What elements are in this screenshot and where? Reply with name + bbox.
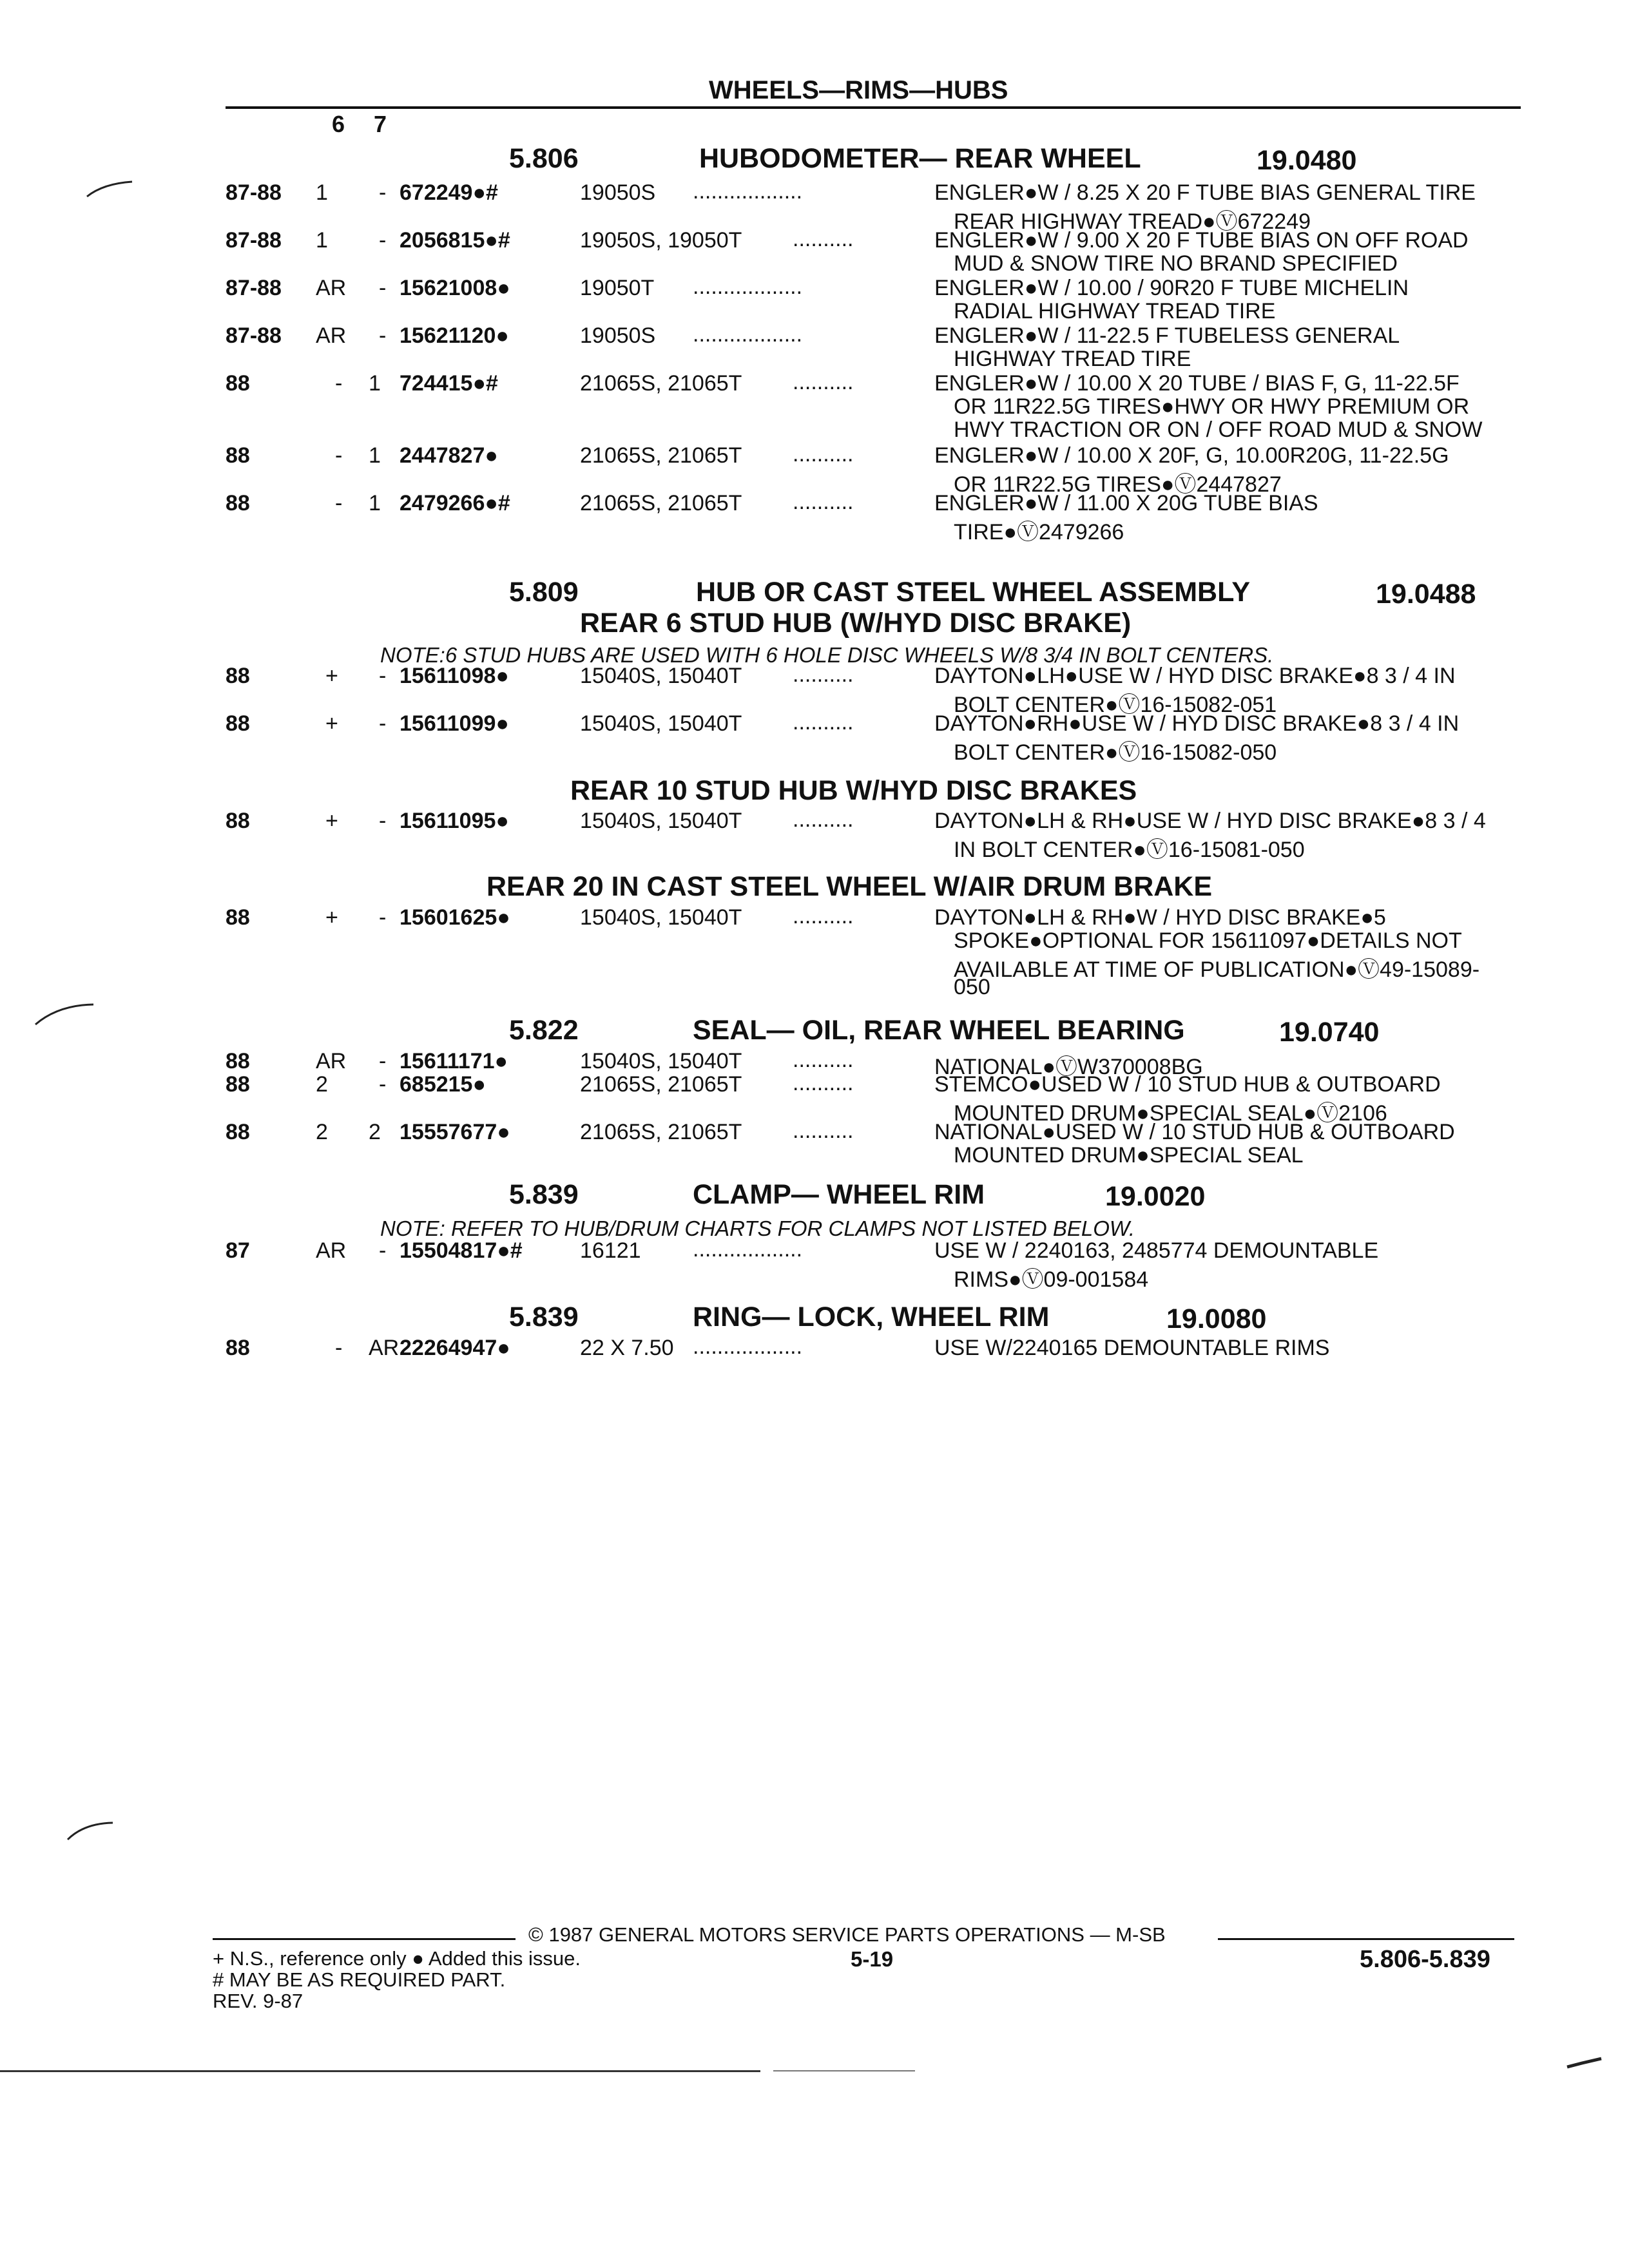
description-line: TIRE●Ⓥ2479266 (954, 520, 1124, 544)
part-number-cell: 15611099● (400, 711, 509, 736)
col-header-7: 7 (374, 111, 387, 137)
year-cell: 88 (226, 905, 250, 930)
description-line: ENGLER●W / 10.00 X 20F, G, 10.00R20G, 11-22.5G (934, 443, 1449, 468)
year-cell: 88 (226, 491, 250, 515)
part-number-cell: 2479266●# (400, 491, 510, 515)
description-line: REAR HIGHWAY TREAD●Ⓥ672249 (954, 209, 1311, 234)
description-line: ENGLER●W / 11-22.5 F TUBELESS GENERAL (934, 323, 1400, 348)
leader-dots: .......... (793, 1048, 854, 1072)
description-line: SPOKE●OPTIONAL FOR 15611097●DETAILS NOT (954, 928, 1462, 953)
model-cell: 21065S, 21065T (580, 443, 742, 468)
qty-col6-cell: 2 (316, 1072, 328, 1097)
part-number-cell: 15611098● (400, 664, 509, 688)
year-cell: 88 (226, 664, 250, 688)
qty-col7-cell: - (379, 664, 387, 688)
subheading: REAR 10 STUD HUB W/HYD DISC BRAKES (570, 775, 1137, 806)
model-cell: 19050S (580, 180, 656, 205)
leader-dots: .......... (793, 710, 854, 735)
model-cell: 19050S, 19050T (580, 228, 742, 253)
description-line: ENGLER●W / 9.00 X 20 F TUBE BIAS ON OFF ROAD (934, 228, 1469, 253)
qty-col7-cell: 1 (369, 371, 381, 396)
qty-col7-cell: 1 (369, 443, 381, 468)
model-cell: 15040S, 15040T (580, 664, 742, 688)
description-line: STEMCO●USED W / 10 STUD HUB & OUTBOARD (934, 1072, 1441, 1097)
qty-col6-cell: - (335, 443, 343, 468)
page-title: WHEELS—RIMS—HUBS (709, 76, 1008, 104)
description-line: MUD & SNOW TIRE NO BRAND SPECIFIED (954, 251, 1398, 276)
part-number-cell: 724415●# (400, 371, 498, 396)
model-cell: 16121 (580, 1238, 641, 1263)
part-number-cell: 2447827● (400, 443, 498, 468)
leader-dots: .................. (693, 179, 803, 204)
part-number-cell: 15601625● (400, 905, 510, 930)
description-line: USE W / 2240163, 2485774 DEMOUNTABLE (934, 1238, 1379, 1263)
year-cell: 88 (226, 1072, 250, 1097)
leader-dots: .......... (793, 370, 854, 394)
qty-col7-cell: - (379, 1049, 387, 1073)
year-cell: 88 (226, 1336, 250, 1360)
qty-col6-cell: - (335, 1336, 343, 1360)
year-cell: 88 (226, 371, 250, 396)
leader-dots: .......... (793, 807, 854, 832)
qty-col6-cell: + (325, 809, 338, 833)
model-cell: 19050T (580, 276, 655, 300)
description-line: RIMS●Ⓥ09-001584 (954, 1267, 1149, 1292)
year-cell: 87 (226, 1238, 250, 1263)
leader-dots: .......... (793, 662, 854, 687)
section-code: 19.0488 (1376, 579, 1476, 610)
description-line: 050 (954, 975, 990, 999)
section-code: 19.0080 (1166, 1303, 1267, 1334)
footer-rule-right (1218, 1938, 1514, 1940)
description-line: DAYTON●RH●USE W / HYD DISC BRAKE●8 3 / 4 IN (934, 711, 1460, 736)
qty-col6-cell: AR (316, 323, 347, 348)
year-cell: 87-88 (226, 180, 282, 205)
year-cell: 88 (226, 711, 250, 736)
punch-hole-mark (32, 1002, 97, 1028)
section-title: HUBODOMETER— REAR WHEEL (699, 143, 1141, 174)
model-cell: 15040S, 15040T (580, 809, 742, 833)
qty-col7-cell: - (379, 905, 387, 930)
qty-col6-cell: AR (316, 276, 347, 300)
section-title: HUB OR CAST STEEL WHEEL ASSEMBLY (696, 577, 1251, 608)
header-rule (226, 106, 1521, 109)
qty-col7-cell: 2 (369, 1120, 381, 1144)
description-line: DAYTON●LH & RH●USE W / HYD DISC BRAKE●8 3 / 4 (934, 809, 1486, 833)
model-cell: 21065S, 21065T (580, 1072, 742, 1097)
model-cell: 22 X 7.50 (580, 1336, 674, 1360)
description-line: USE W/2240165 DEMOUNTABLE RIMS (934, 1336, 1330, 1360)
legend-line-3: REV. 9-87 (213, 1990, 304, 2012)
subheading: REAR 6 STUD HUB (W/HYD DISC BRAKE) (580, 608, 1132, 639)
qty-col6-cell: AR (316, 1238, 347, 1263)
leader-dots: .......... (793, 227, 854, 251)
section-number: 5.839 (509, 1179, 579, 1210)
note: NOTE:6 STUD HUBS ARE USED WITH 6 HOLE DISC WHEELS W/8 3/4 IN BOLT CENTERS. (380, 643, 1274, 667)
qty-col6-cell: 1 (316, 180, 328, 205)
section-title: SEAL— OIL, REAR WHEEL BEARING (693, 1015, 1185, 1046)
col-header-6: 6 (332, 111, 345, 137)
year-cell: 87-88 (226, 276, 282, 300)
section-code: 19.0020 (1105, 1181, 1206, 1212)
description-line: DAYTON●LH & RH●W / HYD DISC BRAKE●5 (934, 905, 1386, 930)
scan-line (773, 2070, 915, 2071)
leader-dots: .......... (793, 490, 854, 514)
description-line: IN BOLT CENTER●Ⓥ16-15081-050 (954, 838, 1305, 862)
part-number-cell: 15621008● (400, 276, 510, 300)
qty-col6-cell: + (325, 664, 338, 688)
leader-dots: .................. (693, 322, 803, 347)
description-line: AVAILABLE AT TIME OF PUBLICATION●Ⓥ49-15089- (954, 957, 1480, 982)
model-cell: 21065S, 21065T (580, 491, 742, 515)
scan-line (0, 2070, 760, 2072)
section-number: 5.839 (509, 1302, 579, 1332)
qty-col7-cell: - (379, 1072, 387, 1097)
leader-dots: .................. (693, 274, 803, 299)
part-number-cell: 15611095● (400, 809, 509, 833)
leader-dots: .......... (793, 904, 854, 928)
description-line: BOLT CENTER●Ⓥ16-15082-051 (954, 693, 1277, 717)
qty-col7-cell: AR (369, 1336, 400, 1360)
year-cell: 88 (226, 443, 250, 468)
qty-col7-cell: - (379, 228, 387, 253)
year-cell: 87-88 (226, 323, 282, 348)
part-number-cell: 15504817●# (400, 1238, 523, 1263)
copyright: © 1987 GENERAL MOTORS SERVICE PARTS OPERATIONS — M-SB (528, 1923, 1166, 1946)
qty-col7-cell: - (379, 323, 387, 348)
leader-dots: .................. (693, 1237, 803, 1262)
part-number-cell: 15611171● (400, 1049, 508, 1073)
year-cell: 88 (226, 1049, 250, 1073)
model-cell: 15040S, 15040T (580, 711, 742, 736)
description-line: RADIAL HIGHWAY TREAD TIRE (954, 299, 1276, 323)
punch-hole-mark (64, 1820, 116, 1843)
part-number-cell: 672249●# (400, 180, 498, 205)
description-line: OR 11R22.5G TIRES●HWY OR HWY PREMIUM OR (954, 394, 1470, 419)
part-number-cell: 685215● (400, 1072, 486, 1097)
description-line: DAYTON●LH●USE W / HYD DISC BRAKE●8 3 / 4 IN (934, 664, 1456, 688)
description-line: BOLT CENTER●Ⓥ16-15082-050 (954, 740, 1277, 765)
part-number-cell: 15557677● (400, 1120, 510, 1144)
qty-col7-cell: - (379, 711, 387, 736)
leader-dots: .......... (793, 1071, 854, 1095)
model-cell: 21065S, 21065T (580, 1120, 742, 1144)
description-line: NATIONAL●USED W / 10 STUD HUB & OUTBOARD (934, 1120, 1455, 1144)
qty-col6-cell: - (335, 491, 343, 515)
description-line: ENGLER●W / 10.00 X 20 TUBE / BIAS F, G, 11-22.5F (934, 371, 1460, 396)
qty-col7-cell: 1 (369, 491, 381, 515)
page-number: 5-19 (851, 1947, 894, 1971)
description-line: ENGLER●W / 11.00 X 20G TUBE BIAS (934, 491, 1318, 515)
punch-hole-mark (84, 180, 135, 200)
section-code: 19.0480 (1257, 145, 1357, 176)
qty-col7-cell: - (379, 276, 387, 300)
description-line: HWY TRACTION OR ON / OFF ROAD MUD & SNOW (954, 418, 1483, 442)
qty-col6-cell: AR (316, 1049, 347, 1073)
year-cell: 88 (226, 1120, 250, 1144)
part-number-cell: 2056815●# (400, 228, 510, 253)
footer-rule-left (213, 1938, 516, 1940)
qty-col7-cell: - (379, 809, 387, 833)
qty-col6-cell: + (325, 711, 338, 736)
qty-col7-cell: - (379, 180, 387, 205)
section-number: 5.809 (509, 577, 579, 608)
description-line: OR 11R22.5G TIRES●Ⓥ2447827 (954, 472, 1282, 497)
section-number: 5.806 (509, 143, 579, 174)
description-line: HIGHWAY TREAD TIRE (954, 347, 1191, 371)
part-number-cell: 15621120● (400, 323, 509, 348)
subheading: REAR 20 IN CAST STEEL WHEEL W/AIR DRUM BRAKE (487, 871, 1213, 902)
model-cell: 21065S, 21065T (580, 371, 742, 396)
qty-col6-cell: 2 (316, 1120, 328, 1144)
section-title: RING— LOCK, WHEEL RIM (693, 1302, 1050, 1332)
section-number: 5.822 (509, 1015, 579, 1046)
leader-dots: .......... (793, 1119, 854, 1143)
model-cell: 15040S, 15040T (580, 905, 742, 930)
note: NOTE: REFER TO HUB/DRUM CHARTS FOR CLAMPS NOT LISTED BELOW. (380, 1216, 1135, 1240)
qty-col6-cell: + (325, 905, 338, 930)
legend-line-2: # MAY BE AS REQUIRED PART. (213, 1968, 506, 1991)
page-range: 5.806-5.839 (1360, 1946, 1490, 1973)
description-line: ENGLER●W / 8.25 X 20 F TUBE BIAS GENERAL TIRE (934, 180, 1476, 205)
description-line: NATIONAL●ⓋW370008BG (934, 1055, 1203, 1079)
qty-col6-cell: 1 (316, 228, 328, 253)
year-cell: 87-88 (226, 228, 282, 253)
part-number-cell: 22264947● (400, 1336, 510, 1360)
qty-col7-cell: - (379, 1238, 387, 1263)
scan-mark (1566, 2055, 1605, 2071)
model-cell: 19050S (580, 323, 656, 348)
description-line: MOUNTED DRUM●SPECIAL SEAL●Ⓥ2106 (954, 1101, 1387, 1126)
section-code: 19.0740 (1279, 1017, 1380, 1048)
qty-col6-cell: - (335, 371, 343, 396)
model-cell: 15040S, 15040T (580, 1049, 742, 1073)
year-cell: 88 (226, 809, 250, 833)
leader-dots: .................. (693, 1334, 803, 1359)
description-line: ENGLER●W / 10.00 / 90R20 F TUBE MICHELIN (934, 276, 1409, 300)
legend-line-1: + N.S., reference only ● Added this issue. (213, 1947, 581, 1970)
description-line: MOUNTED DRUM●SPECIAL SEAL (954, 1143, 1304, 1168)
section-title: CLAMP— WHEEL RIM (693, 1179, 985, 1210)
leader-dots: .......... (793, 442, 854, 466)
